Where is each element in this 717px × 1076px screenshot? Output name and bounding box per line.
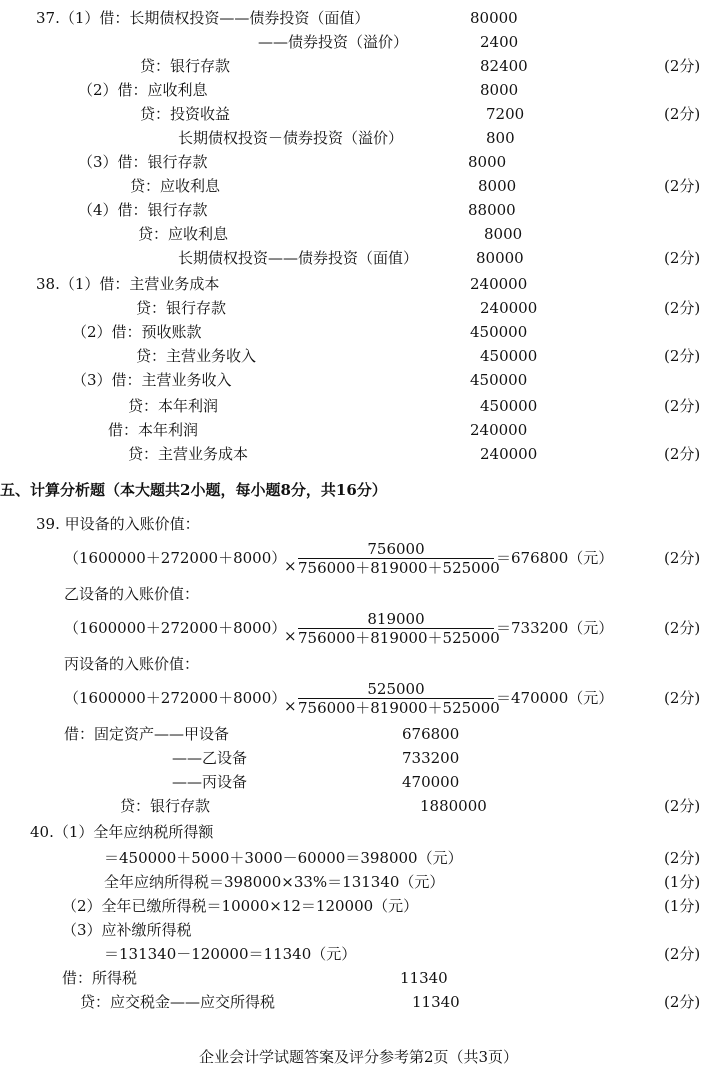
q39-jia-base: （1600000＋272000＋8000） <box>64 549 287 567</box>
q37-line8: 贷：应收利息 <box>130 177 221 195</box>
q37-line7: （3）借：银行存款 <box>78 153 208 171</box>
q39-yi-result: ＝733200（元） <box>496 619 614 637</box>
q39-bing-base: （1600000＋272000＋8000） <box>64 689 287 707</box>
q39-journal3-amount: 470000 <box>402 773 460 791</box>
q37-line10: 贷：应收利息 <box>138 225 229 243</box>
q38-line3-amount: 450000 <box>470 323 528 341</box>
q39-journal2: ——乙设备 <box>172 749 248 767</box>
q39-journal1-amount: 676800 <box>402 725 460 743</box>
q37-line2: ——债券投资（溢价） <box>258 33 409 51</box>
q39-bing-numerator: 525000 <box>298 680 494 699</box>
q37-line5-score: (2分) <box>664 105 701 123</box>
q37-line7-amount: 8000 <box>468 153 507 171</box>
section-heading: 五、计算分析题（本大题共2小题，每小题8分，共16分） <box>0 481 387 499</box>
q38-line2-score: (2分) <box>664 299 701 317</box>
q39-yi-numerator: 819000 <box>298 610 494 629</box>
q38-line6: 贷：本年利润 <box>128 397 219 415</box>
q38-line8-score: (2分) <box>664 445 701 463</box>
q40-line2-score: (2分) <box>664 849 701 867</box>
q40-line7-amount: 11340 <box>400 969 448 987</box>
q40-line8-score: (2分) <box>664 993 701 1011</box>
q38-line1-amount: 240000 <box>470 275 528 293</box>
q39-yi-denominator: 756000＋819000＋525000 <box>298 629 500 647</box>
q37-line8-score: (2分) <box>664 177 701 195</box>
q37-line3: 贷：银行存款 <box>140 57 231 75</box>
q40-line5: （3）应补缴所得税 <box>62 921 192 939</box>
q38-line4: 贷：主营业务收入 <box>136 347 257 365</box>
q37-line1: 37.（1）借：长期债权投资——债券投资（面值） <box>36 9 370 27</box>
q38-line1: 38.（1）借：主营业务成本 <box>36 275 220 293</box>
q37-line11: 长期债权投资——债券投资（面值） <box>178 249 419 267</box>
q39-yi-fraction <box>298 610 500 647</box>
q37-line11-score: (2分) <box>664 249 701 267</box>
q39-journal4: 贷：银行存款 <box>120 797 211 815</box>
q39-jia-numerator: 756000 <box>298 540 494 559</box>
q39-journal4-score: (2分) <box>664 797 701 815</box>
q39-journal4-amount: 1880000 <box>420 797 487 815</box>
q40-line8: 贷：应交税金——应交所得税 <box>80 993 276 1011</box>
q40-line4-score: (1分) <box>664 897 701 915</box>
q39-yi-label: 乙设备的入账价值： <box>64 585 200 603</box>
q39-bing-denominator: 756000＋819000＋525000 <box>298 699 500 717</box>
q39-bing-label: 丙设备的入账价值： <box>64 655 200 673</box>
q37-line2-amount: 2400 <box>480 33 519 51</box>
q39-yi-score: (2分) <box>664 619 701 637</box>
q39-bing-times: × <box>284 697 297 715</box>
q38-line8-amount: 240000 <box>480 445 538 463</box>
q38-line8: 贷：主营业务成本 <box>128 445 249 463</box>
q37-line5: 贷：投资收益 <box>140 105 231 123</box>
q37-line3-amount: 82400 <box>480 57 528 75</box>
q39-journal1: 借：固定资产——甲设备 <box>64 725 230 743</box>
q40-line4: （2）全年已缴所得税＝10000×12＝120000（元） <box>62 897 419 915</box>
q40-line3-score: (1分) <box>664 873 701 891</box>
q38-line5: （3）借：主营业务收入 <box>72 371 232 389</box>
q37-line4: （2）借：应收利息 <box>78 81 208 99</box>
page-footer: 企业会计学试题答案及评分参考第2页（共3页） <box>198 1048 519 1066</box>
q39-jia-times: × <box>284 557 297 575</box>
q39-journal3: ——丙设备 <box>172 773 248 791</box>
q39-yi-base: （1600000＋272000＋8000） <box>64 619 287 637</box>
q40-line6: ＝131340－120000＝11340（元） <box>104 945 357 963</box>
q38-line6-score: (2分) <box>664 397 701 415</box>
q38-line4-amount: 450000 <box>480 347 538 365</box>
q37-line10-amount: 8000 <box>484 225 523 243</box>
q37-line9: （4）借：银行存款 <box>78 201 208 219</box>
q39-bing-result: ＝470000（元） <box>496 689 614 707</box>
q38-line2-amount: 240000 <box>480 299 538 317</box>
q38-line7: 借：本年利润 <box>108 421 199 439</box>
q37-line6: 长期债权投资－债券投资（溢价） <box>178 129 404 147</box>
q39-journal2-amount: 733200 <box>402 749 460 767</box>
q38-line4-score: (2分) <box>664 347 701 365</box>
q40-line3: 全年应纳所得税＝398000×33%＝131340（元） <box>104 873 445 891</box>
q37-line11-amount: 80000 <box>476 249 524 267</box>
q38-line6-amount: 450000 <box>480 397 538 415</box>
q38-line7-amount: 240000 <box>470 421 528 439</box>
q37-line3-score: (2分) <box>664 57 701 75</box>
q39-jia-denominator: 756000＋819000＋525000 <box>298 559 500 577</box>
q40-line6-score: (2分) <box>664 945 701 963</box>
q38-line2: 贷：银行存款 <box>136 299 227 317</box>
q39-jia-score: (2分) <box>664 549 701 567</box>
q38-line5-amount: 450000 <box>470 371 528 389</box>
q37-line6-amount: 800 <box>486 129 515 147</box>
q40-line1: 40.（1）全年应纳税所得额 <box>30 823 214 841</box>
q37-line8-amount: 8000 <box>478 177 517 195</box>
q40-line8-amount: 11340 <box>412 993 460 1011</box>
q37-line1-amount: 80000 <box>470 9 518 27</box>
q38-line3: （2）借：预收账款 <box>72 323 202 341</box>
q39-bing-score: (2分) <box>664 689 701 707</box>
q37-line5-amount: 7200 <box>486 105 525 123</box>
q40-line7: 借：所得税 <box>62 969 138 987</box>
q37-line4-amount: 8000 <box>480 81 519 99</box>
q39-jia-fraction <box>298 540 500 577</box>
q37-line9-amount: 88000 <box>468 201 516 219</box>
q39-jia-result: ＝676800（元） <box>496 549 614 567</box>
q39-yi-times: × <box>284 627 297 645</box>
q40-line2: ＝450000＋5000＋3000－60000＝398000（元） <box>104 849 463 867</box>
q39-line1: 39. 甲设备的入账价值： <box>36 515 200 533</box>
q39-bing-fraction <box>298 680 500 717</box>
